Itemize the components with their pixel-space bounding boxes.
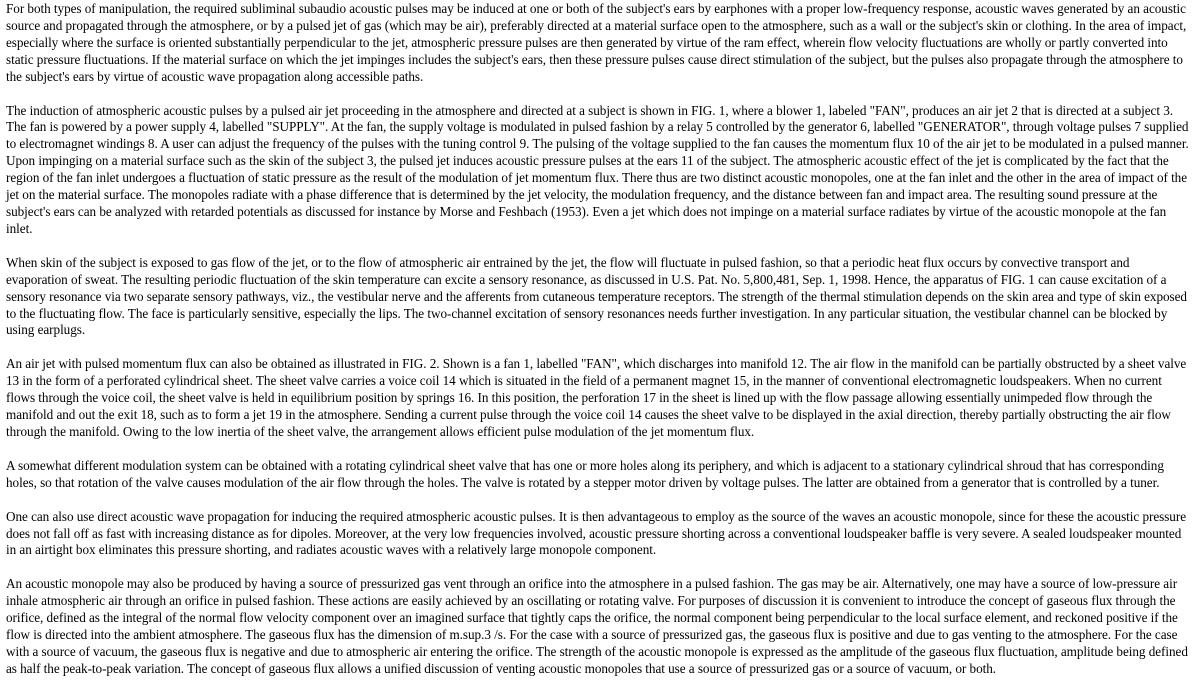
paragraph-1: For both types of manipulation, the required subliminal subaudio acoustic pulses may be induced at one or both of the subject's ears by earphones with a proper low-frequency response, acoustic waves generated by an acoustic source and propagated through the atmosphere, or by a pulsed jet of gas (which may be air), preferably directed at a material surface open to the atmosphere, such as a wall or the subject's skin or clothing. In the area of impact, especially where the surface is oriented substantially perpendicular to the jet, atmospheric pressure pulses are then generated by virtue of the ram effect, wherein flow velocity fluctuations are wholly or partly converted into static pressure fluctuations. If the material surface on which the jet impinges includes the subject's ears, then these pressure pulses cause direct stimulation of the subject, but the pulses also propagate through the atmosphere to the subject's ears by virtue of acoustic wave propagation along accessible paths. [6,1,1187,84]
paragraph-6: One can also use direct acoustic wave propagation for inducing the required atmospheric acoustic pulses. It is then advantageous to employ as the source of the waves an acoustic monopole, since for these the acoustic pressure does not fall off as fast with increasing distance as for dipoles. Moreover, at the very low frequencies involved, acoustic pressure shorting across a conventional loudspeaker baffle is very severe. A sealed loudspeaker mounted in an airtight box eliminates this pressure shorting, and radiates acoustic waves with a relatively large monopole component. [6,508,1186,558]
paragraph-4: An air jet with pulsed momentum flux can also be obtained as illustrated in FIG. 2. Shown is a fan 1, labelled "FAN", which discharges into manifold 12. The air flow in the manifold can be partially obstructed by a sheet valve 13 in the form of a perforated cylindrical sheet. The sheet valve carries a voice coil 14 which is situated in the field of a permanent magnet 15, in the manner of conventional electromagnetic loudspeakers. When no current flows through the voice coil, the sheet valve is held in equilibrium position by springs 16. In this position, the perforation 17 in the sheet is lined up with the flow passage allowing essentially unimpeded flow through the manifold and out the exit 18, such as to form a jet 19 in the atmosphere. Sending a current pulse through the voice coil 14 causes the sheet valve to be displayed in the axial direction, thereby partially obstructing the air flow through the manifold. Owing to the low inertia of the sheet valve, the arrangement allows efficient pulse modulation of the jet momentum flux. [6,356,1187,439]
paragraph-7: An acoustic monopole may also be produced by having a source of pressurized gas vent through an orifice into the atmosphere in a pulsed fashion. The gas may be air. Alternatively, one may have a source of low-pressure air inhale atmospheric air through an orifice in pulsed fashion. These actions are easily achieved by an oscillating or rotating valve. For purposes of discussion it is convenient to introduce the concept of gaseous flux through the orifice, defined as the integral of the normal flow velocity component over an imagined surface that tightly caps the orifice, the normal component being perpendicular to the local surface element, and reckoned positive if the flow is directed into the ambient atmosphere. The gaseous flux has the dimension of m.sup.3 /s. For the case with a source of pressurized gas, the gaseous flux is positive and due to gas venting to the atmosphere. For the case with a source of vacuum, the gaseous flux is negative and due to atmospheric air entering the orifice. The strength of the acoustic monopole is expressed as the amplitude of the gaseous flux fluctuation, amplitude being defined as half the peak-to-peak variation. The concept of gaseous flux allows a unified discussion of venting acoustic monopoles that use a source of pressurized gas or a source of vacuum, or both. [6,576,1188,676]
paragraph-2: The induction of atmospheric acoustic pulses by a pulsed air jet proceeding in the atmosphere and directed at a subject is shown in FIG. 1, where a blower 1, labeled "FAN", produces an air jet 2 that is directed at a subject 3. The fan is powered by a power supply 4, labelled "SUPPLY". At the fan, the supply voltage is modulated in pulsed fashion by a relay 5 controlled by the generator 6, labelled "GENERATOR", through voltage pulses 7 supplied to electromagnet windings 8. A user can adjust the frequency of the pulses with the tuning control 9. The pulsing of the voltage supplied to the fan causes the momentum flux 10 of the air jet to be modulated in a pulsed manner. Upon impinging on a material surface such as the skin of the subject 3, the pulsed jet induces acoustic pressure pulses at the ears 11 of the subject. The atmospheric acoustic effect of the jet is complicated by the fact that the region of the fan inlet undergoes a fluctuation of static pressure as the result of the modulation of jet momentum flux. There thus are two distinct acoustic monopoles, one at the fan inlet and the other in the area of impact of the jet on the material surface. The monopoles radiate with a phase difference that is determined by the jet velocity, the modulation frequency, and the distance between fan and impact area. The resulting sound pressure at the subject's ears can be analyzed with retarded potentials as discussed for instance by Morse and Feshbach (1953). Even a jet which does not impinge on a material surface radiates by virtue of the acoustic monopole at the fan inlet. [6,102,1189,236]
paragraph-5: A somewhat different modulation system can be obtained with a rotating cylindrical sheet valve that has one or more holes along its periphery, and which is adjacent to a stationary cylindrical shroud that has corresponding holes, so that rotation of the valve causes modulation of the air flow through the holes. The valve is rotated by a stepper motor driven by voltage pulses. The latter are obtained from a generator that is controlled by a tuner. [6,457,1164,490]
paragraph-3: When skin of the subject is exposed to gas flow of the jet, or to the flow of atmospheric air entrained by the jet, the flow will fluctuate in pulsed fashion, so that a periodic heat flux occurs by convective transport and evaporation of sweat. The resulting periodic fluctuation of the skin temperature can excite a sensory resonance, as discussed in U.S. Pat. No. 5,800,481, Sep. 1, 1998. Hence, the apparatus of FIG. 1 can cause excitation of a sensory resonance via two separate sensory pathways, viz., the vestibular nerve and the afferents from cutaneous temperature receptors. The strength of the thermal stimulation depends on the skin area and type of skin exposed to the fluctuating flow. The face is particularly sensitive, especially the lips. The two-channel excitation of sensory resonances needs further investigation. In any particular situation, the vestibular channel can be blocked by using earplugs. [6,254,1187,338]
